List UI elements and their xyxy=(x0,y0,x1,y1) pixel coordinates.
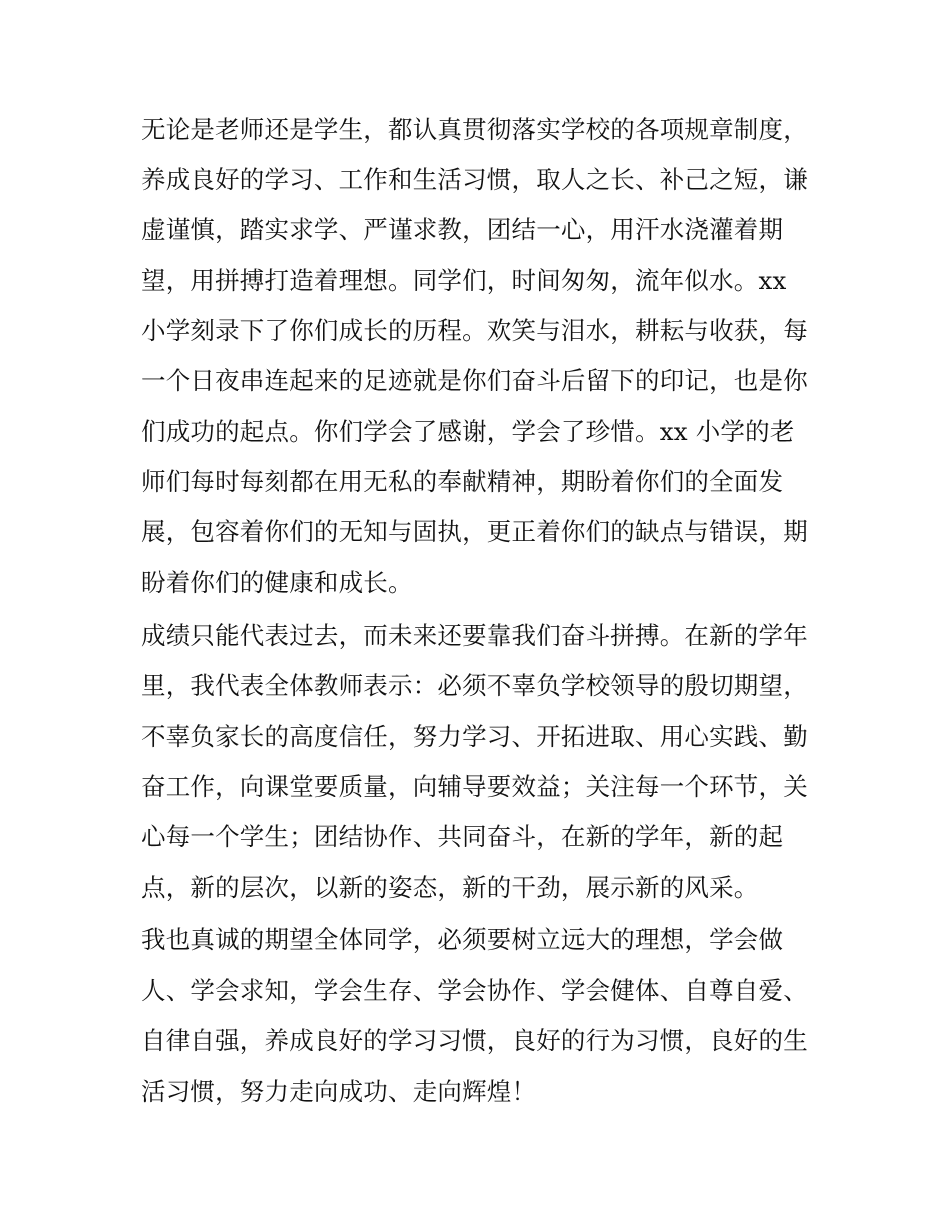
paragraph-2-line-6: 点，新的层次，以新的姿态，新的干劲，展示新的风采。 xyxy=(141,873,759,902)
paragraph-3-line-1: 我也真诚的期望全体同学，必须要树立远大的理想，学会做 xyxy=(141,925,784,954)
paragraph-3-line-4: 活习惯，努力走向成功、走向辉煌！ xyxy=(141,1077,537,1106)
paragraph-1-line-7: 们成功的起点。你们学会了感谢，学会了珍惜。xx 小学的老 xyxy=(141,417,795,446)
paragraph-1-line-3: 虚谨慎，踏实求学、严谨求教，团结一心，用汗水浇灌着期 xyxy=(141,215,784,244)
paragraph-1-line-4: 望，用拼搏打造着理想。同学们，时间匆匆，流年似水。xx xyxy=(141,266,787,295)
paragraph-1-line-8: 师们每时每刻都在用无私的奉献精神，期盼着你们的全面发 xyxy=(141,467,784,496)
paragraph-1-line-5: 小学刻录下了你们成长的历程。欢笑与泪水，耕耘与收获，每 xyxy=(141,316,808,345)
paragraph-1-line-1: 无论是老师还是学生，都认真贯彻落实学校的各项规章制度， xyxy=(141,115,808,144)
paragraph-2-line-3: 不辜负家长的高度信任，努力学习、开拓进取、用心实践、勤 xyxy=(141,722,808,751)
paragraph-3-line-3: 自律自强，养成良好的学习习惯，良好的行为习惯，良好的生 xyxy=(141,1026,808,1055)
paragraph-1-line-2: 养成良好的学习、工作和生活习惯，取人之长、补己之短，谦 xyxy=(141,165,808,194)
paragraph-1-line-10: 盼着你们的健康和成长。 xyxy=(141,568,413,597)
paragraph-2-line-1: 成绩只能代表过去，而未来还要靠我们奋斗拼搏。在新的学年 xyxy=(141,621,808,650)
paragraph-2-line-5: 心每一个学生；团结协作、共同奋斗，在新的学年，新的起 xyxy=(141,822,784,851)
paragraph-3-line-2: 人、学会求知，学会生存、学会协作、学会健体、自尊自爱、 xyxy=(141,976,808,1005)
paragraph-2-line-4: 奋工作，向课堂要质量，向辅导要效益；关注每一个环节，关 xyxy=(141,772,808,801)
paragraph-1-line-9: 展，包容着你们的无知与固执，更正着你们的缺点与错误，期 xyxy=(141,517,808,546)
paragraph-1-line-6: 一个日夜串连起来的足迹就是你们奋斗后留下的印记，也是你 xyxy=(141,366,808,395)
paragraph-2-line-2: 里，我代表全体教师表示：必须不辜负学校领导的殷切期望， xyxy=(141,671,808,700)
